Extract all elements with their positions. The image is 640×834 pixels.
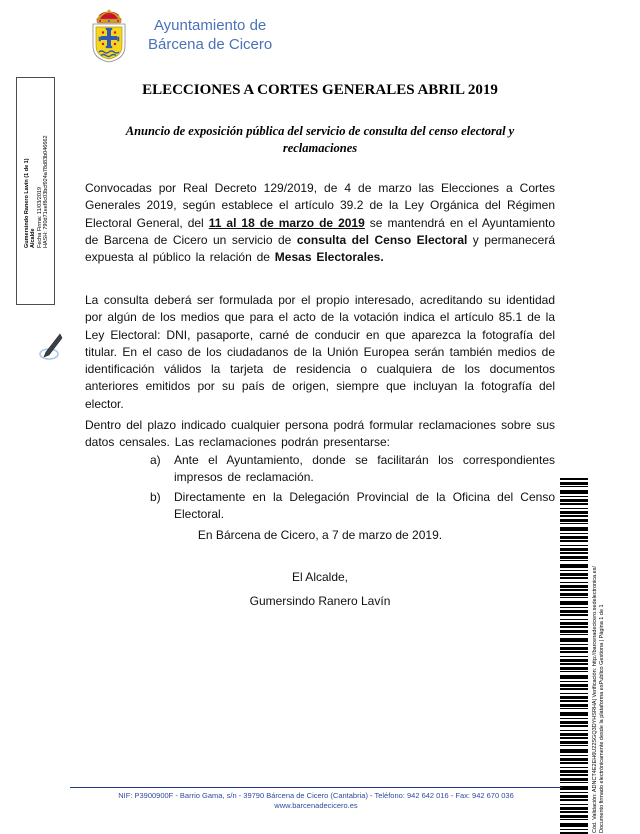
validation-code-line: Cód. Validación: ADNCT4E2EH6U22SGQ3DYHSRHA| Verificación: http://barcenadecicero.sedelectronica.es/	[592, 566, 598, 833]
paragraph-2: La consulta deberá ser formulada por el propio interesado, acreditando su identidad por algún de los medios que para el acto de la votación indica el artículo 85.1 de la Ley Electoral: DNI, pasaporte, carné de conducir en que aparezca la fotografía del titular. En el caso de los ciudadanos de la Unión Europea serán también medios de identificación válidos la tarjeta de residencia o cualquiera de los documentos anteriores emitidos por su país de origen, siempre que incluyan la fotografía del elector.	[85, 293, 555, 411]
esigned-line: Documento firmado electrónicamente desde la plataforma esPublico Gestiona | Página 1 de 1	[599, 604, 605, 833]
stamp-signer: Gumersindo Ranero Lavín (1 de 1)	[24, 158, 30, 248]
list-item-a	[85, 452, 555, 487]
org-name	[148, 16, 272, 54]
signature-pen-icon	[38, 330, 64, 369]
stamp-hash: HASH: 790d71eef8c03bcf924a78d83b046662	[43, 135, 50, 248]
list-item-a-text: Ante el Ayuntamiento, donde se facilitarán los correspondientes impresos de reclamación.	[174, 453, 555, 485]
municipal-crest-icon	[84, 6, 134, 64]
place-date-line: En Bárcena de Cicero, a 7 de marzo de 2019.	[197, 528, 443, 542]
list-item-b-text: Directamente en la Delegación Provincial de la Oficina del Censo Electoral.	[174, 490, 555, 522]
footer-website: www.barcenadecicero.es	[274, 801, 358, 810]
paragraph-3: Dentro del plazo indicado cualquier persona podrá formular reclamaciones sobre sus datos censales. Las reclamaciones podrán presentarse:	[85, 418, 555, 450]
org-name-line2: Bárcena de Cicero	[148, 36, 273, 53]
page-footer	[70, 787, 562, 811]
validation-legend	[592, 477, 606, 833]
p1-bold-mesas: Mesas Electorales.	[274, 250, 384, 265]
p1-date-range: 11 al 18 de marzo de 2019	[208, 215, 365, 230]
signer-role: El Alcalde,	[291, 570, 349, 584]
document-title: ELECCIONES A CORTES GENERALES ABRIL 2019	[142, 82, 498, 98]
document-subtitle: Anuncio de exposición pública del servicio de consulta del censo electoral y reclamaciones	[125, 124, 515, 155]
list-item-b-marker: b)	[150, 490, 161, 504]
p1-text: Convocadas por Real Decreto 129/2019, de 4 de marzo las Elecciones a Cortes Generales 2019, según establece el artículo 39.2 de la Ley Orgánica del Régimen Electoral General, del	[85, 181, 555, 230]
footer-contact-line: NIF: P3900900F - Barrio Gama, s/n - 39790 Bárcena de Cicero (Cantabria) - Teléfono: 942 642 016 - Fax: 942 670 036	[118, 791, 514, 800]
org-name-line1: Ayuntamiento de	[153, 17, 267, 34]
list-item-b	[85, 489, 555, 524]
signature-stamp-text	[24, 86, 50, 248]
signer-name: Gumersindo Ranero Lavín	[249, 594, 391, 608]
paragraph-1	[85, 180, 555, 266]
p1-text-mid: se mantendrá en el Ayuntamiento de Barcena de Cicero un servicio de	[85, 215, 556, 247]
validation-barcode	[560, 478, 588, 834]
p1-bold-censo: consulta del Censo Electoral	[296, 232, 468, 247]
stamp-date: Fecha Firma: 11/03/2019	[36, 186, 43, 248]
list-item-a-marker: a)	[150, 453, 161, 467]
header-logo	[84, 6, 272, 64]
p1-text-mid2: y permanecerá expuesta al público la relación de	[85, 232, 556, 265]
stamp-role: Alcalde	[30, 228, 37, 248]
